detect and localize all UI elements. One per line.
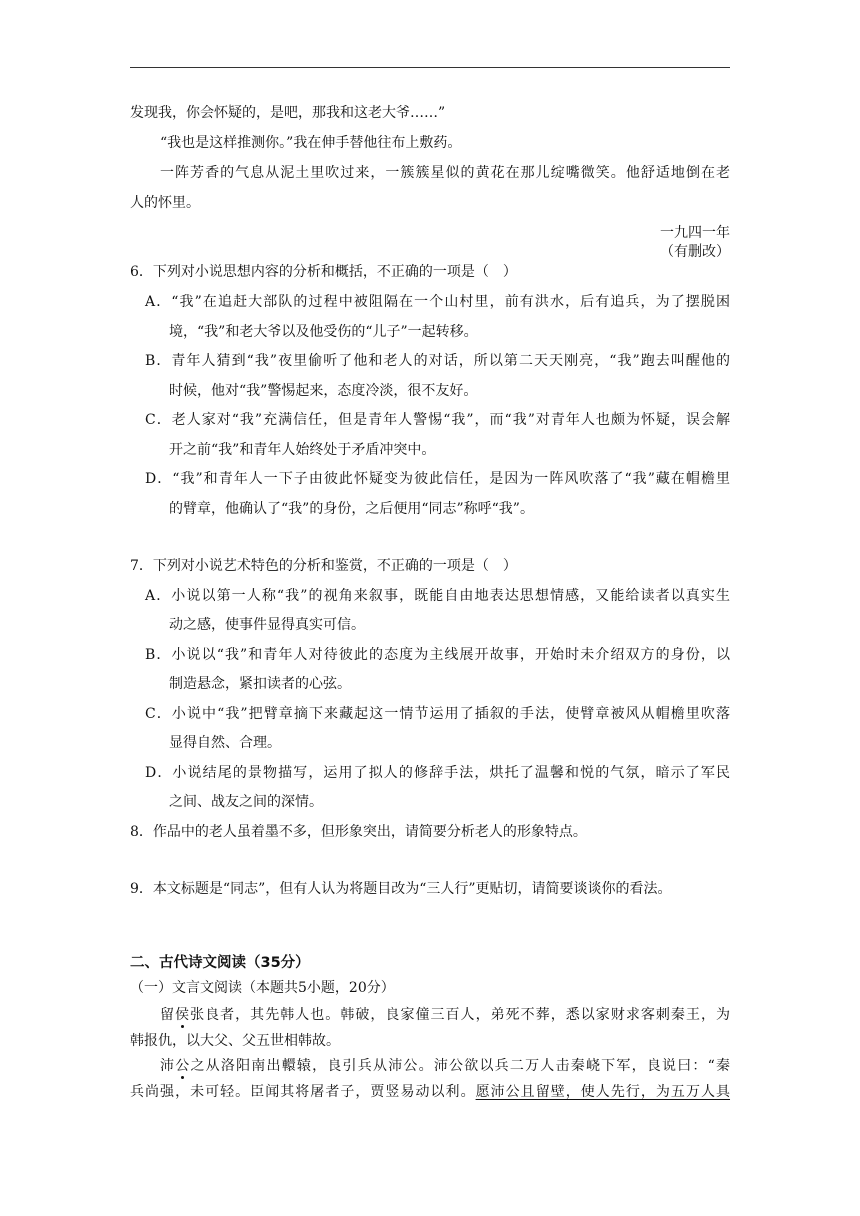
question-7-option-a: A．小说以第一人称“我”的视角来叙事，既能自由地表达思想情感，又能给读者以真实生 [145, 588, 730, 604]
passage-text: 留 [160, 1007, 176, 1023]
passage-line: 韩报仇，以大父、父五世相韩故。 [130, 1033, 340, 1049]
story-line: 人的怀里。 [130, 195, 200, 211]
emphasis-dotted-char: 公 [175, 1058, 191, 1074]
passage-text: 兵尚强，未可轻。臣闻其将屠者子，贾竖易动以利。 [130, 1084, 476, 1100]
question-6-option-c: C．老人家对“我”充满信任，但是青年人警惕“我”，而“我”对青年人也颇为怀疑，误会解 [145, 412, 730, 428]
passage-text: 张良者，其先韩人也。韩破，良家僮三百人，弟死不葬，悉以家财求客刺秦王，为 [190, 1007, 731, 1023]
question-6-option-a: A．“我”在追赶大部队的过程中被阻隔在一个山村里，前有洪水，后有追兵，为了摆脱困 [145, 294, 730, 310]
question-6-option-a-cont: 境，“我”和老大爷以及他受伤的“儿子”一起转移。 [169, 324, 478, 340]
header-rule [130, 67, 730, 68]
question-9: 9．本文标题是“同志”，但有人认为将题目改为“三人行”更贴切，请简要谈谈你的看法。 [130, 881, 672, 897]
question-6-stem: 6．下列对小说思想内容的分析和概括，不正确的一项是（ ） [130, 264, 517, 280]
passage-line [160, 1005, 730, 1025]
story-line: 一阵芳香的气息从泥土里吹过来，一簇簇星似的黄花在那儿绽嘴微笑。他舒适地倒在老 [160, 165, 730, 181]
question-7-option-c-cont: 显得自然、合理。 [169, 735, 281, 751]
section-2-subtitle: （一）文言文阅读（本题共5小题，20分） [130, 980, 395, 996]
question-6-option-c-cont: 开之前“我”和青年人始终处于矛盾冲突中。 [169, 442, 436, 458]
emphasis-dotted-char: 侯 [175, 1007, 191, 1023]
question-7-option-b-cont: 制造悬念，紧扣读者的心弦。 [169, 676, 351, 692]
question-7-option-a-cont: 动之感，使事件显得真实可信。 [169, 617, 365, 633]
question-7-option-b: B．小说以“我”和青年人对待彼此的态度为主线展开故事，开始时未介绍双方的身份，以 [145, 647, 730, 663]
passage-line [130, 1082, 730, 1102]
question-7-option-d-cont: 之间、战友之间的深情。 [169, 794, 323, 810]
passage-text: 之从洛阳南出轘辕，良引兵从沛公。沛公欲以兵二万人击秦峣下军，良说曰：“秦 [190, 1058, 731, 1074]
story-line: 发现我，你会怀疑的，是吧，那我和这老大爷……” [130, 105, 446, 121]
passage-text: 沛 [160, 1058, 176, 1074]
question-6-option-d-cont: 的臂章，他确认了“我”的身份，之后便用“同志”称呼“我”。 [169, 501, 534, 517]
passage-line [160, 1056, 730, 1076]
question-8: 8．作品中的老人虽着墨不多，但形象突出，请简要分析老人的形象特点。 [130, 824, 587, 840]
story-date: 一九四一年 [660, 225, 730, 241]
question-6-option-b-cont: 时候，他对“我”警惕起来，态度冷淡，很不友好。 [169, 383, 478, 399]
question-7-stem: 7．下列对小说艺术特色的分析和鉴赏，不正确的一项是（ ） [130, 558, 517, 574]
question-7-option-c: C．小说中“我”把臂章摘下来藏起这一情节运用了插叙的手法，使臂章被风从帽檐里吹落 [145, 706, 730, 722]
story-line: “我也是这样推测你。”我在伸手替他往布上敷药。 [160, 135, 462, 151]
question-7-option-d: D．小说结尾的景物描写，运用了拟人的修辞手法，烘托了温馨和悦的气氛，暗示了军民 [145, 765, 730, 781]
question-6-option-d: D．“我”和青年人一下子由彼此怀疑变为彼此信任，是因为一阵风吹落了“我”藏在帽檐里 [145, 471, 730, 487]
underlined-sentence: 愿沛公且留壁，使人先行，为五万人具 [475, 1084, 731, 1100]
story-note: （有删改） [660, 244, 730, 260]
section-2-title: 二、古代诗文阅读（35分） [130, 955, 310, 971]
question-6-option-b: B．青年人猜到“我”夜里偷听了他和老人的对话，所以第二天天刚亮，“我”跑去叫醒他的 [145, 353, 730, 369]
